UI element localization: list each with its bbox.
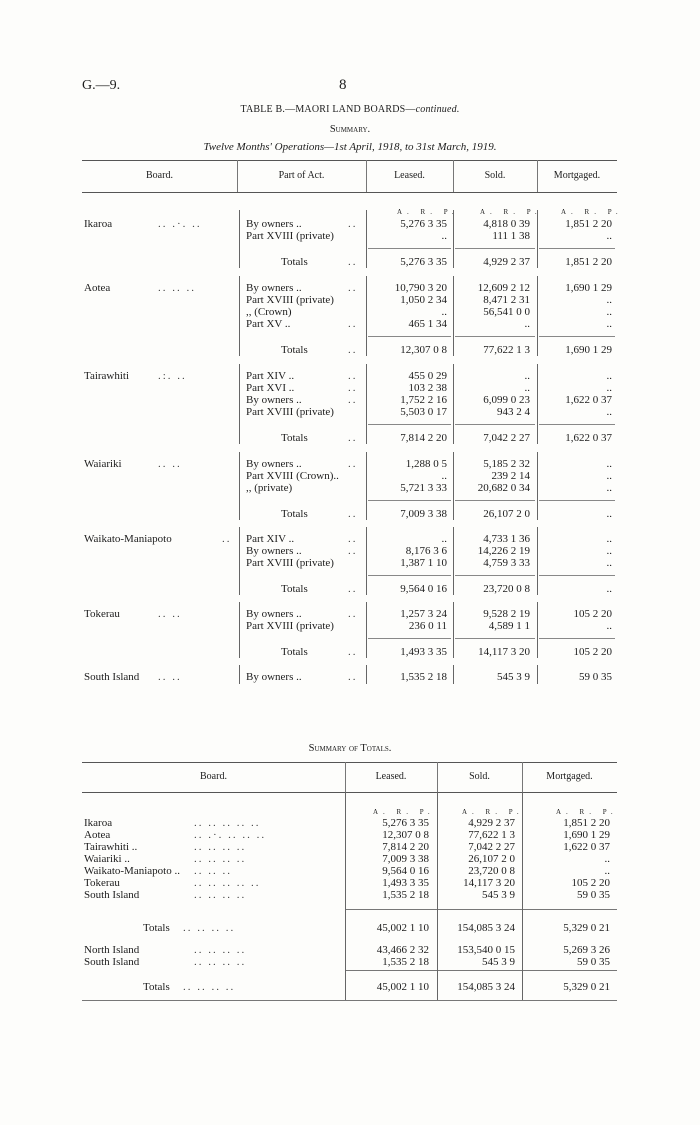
- leader-dots: .. .. .. ..: [183, 922, 236, 934]
- mortgaged-value: 105 2 20: [573, 608, 612, 620]
- unit-header-mortgaged: A. R. P.: [561, 208, 623, 216]
- sold-value: 943 2 4: [497, 406, 530, 418]
- sold-value: ..: [524, 318, 530, 330]
- table-title-continued: continued.: [415, 104, 460, 115]
- subtotal-rule: [368, 575, 451, 576]
- col-mortgaged-header: Mortgaged.: [553, 170, 601, 181]
- part-of-act: ,, (Crown): [246, 306, 292, 318]
- leased-value: 1,535 2 18: [400, 671, 447, 683]
- leased-value: 12,307 0 8: [400, 344, 447, 356]
- mortgaged-value: 5,269 3 26: [563, 944, 610, 956]
- column-bar: [537, 276, 538, 356]
- leased-value: 8,176 3 6: [405, 545, 447, 557]
- board-name: Tokerau: [84, 608, 120, 620]
- mortgaged-value: 59 0 35: [577, 956, 610, 968]
- totals-label: Totals: [281, 256, 308, 268]
- unit-header-sold: A. R. P.: [480, 208, 542, 216]
- sold-value: 4,733 1 36: [483, 533, 530, 545]
- leased-value: 45,002 1 10: [376, 981, 429, 993]
- mortgaged-value: ..: [606, 583, 612, 595]
- part-leader-dots: ..: [348, 432, 358, 444]
- leased-value: 9,564 0 16: [382, 865, 429, 877]
- column-bar: [453, 602, 454, 658]
- column-bar: [537, 527, 538, 595]
- summary-of-totals-title: Summary of Totals.: [308, 743, 392, 754]
- sold-value: 26,107 2 0: [468, 853, 515, 865]
- table2-top-rule: [82, 762, 617, 763]
- part-of-act: By owners ..: [246, 218, 302, 230]
- subtotal-rule: [455, 575, 535, 576]
- leased-value: 1,535 2 18: [382, 956, 429, 968]
- part-of-act: Part XVIII (private): [246, 406, 334, 418]
- col-part-header: Part of Act.: [278, 170, 325, 181]
- sold-value: 154,085 3 24: [457, 922, 515, 934]
- leased-value: ..: [441, 230, 447, 242]
- column-bar: [239, 364, 240, 444]
- island-name: South Island: [84, 956, 140, 968]
- subtotal-rule: [345, 909, 617, 910]
- leased-value: 9,564 0 16: [400, 583, 447, 595]
- board-name: Waikato-Maniapoto ..: [84, 865, 180, 877]
- part-of-act: Part XVIII (private): [246, 620, 334, 632]
- mortgaged-value: ..: [606, 406, 612, 418]
- part-of-act: Part XVIII (private): [246, 230, 334, 242]
- subtotal-rule: [368, 500, 451, 501]
- board-name: Ikaroa: [84, 817, 113, 829]
- mortgaged-value: ..: [606, 458, 612, 470]
- sold-value: 4,759 3 33: [483, 557, 530, 569]
- board-name: South Island: [84, 889, 140, 901]
- column-bar: [366, 364, 367, 444]
- totals-label: Totals: [281, 646, 308, 658]
- mortgaged-value: ..: [606, 557, 612, 569]
- column-bar: [522, 792, 523, 1000]
- sold-value: 9,528 2 19: [483, 608, 530, 620]
- mortgaged-value: 5,329 0 21: [563, 922, 610, 934]
- leased-value: 5,276 3 35: [400, 256, 447, 268]
- leader-dots: .. .. .. .. ..: [194, 877, 261, 889]
- leader-dots: .. .. .. ..: [194, 956, 247, 968]
- subtotal-rule: [368, 336, 451, 337]
- mortgaged-value: ..: [606, 482, 612, 494]
- column-bar: [537, 210, 538, 268]
- subtotal-rule: [539, 336, 615, 337]
- part-leader-dots: ..: [348, 458, 358, 470]
- subtotal-rule: [368, 248, 451, 249]
- page-number: 8: [339, 77, 347, 93]
- board-name: Waiariki ..: [84, 853, 130, 865]
- board-leader-dots: ..: [222, 533, 232, 545]
- summary-title: Summary.: [329, 124, 371, 135]
- subtotal-rule: [368, 424, 451, 425]
- board-name: Waiariki: [84, 458, 122, 470]
- subtotal-rule: [455, 638, 535, 639]
- sold-value: 4,818 0 39: [483, 218, 530, 230]
- leased-value: 12,307 0 8: [382, 829, 429, 841]
- sold-value: 7,042 2 27: [468, 841, 515, 853]
- totals-label: Totals: [281, 344, 308, 356]
- leased-value: 7,814 2 20: [382, 841, 429, 853]
- subtotal-rule: [455, 500, 535, 501]
- leased-value: ..: [441, 306, 447, 318]
- part-of-act: Part XVIII (Crown)..: [246, 470, 339, 482]
- sold-value: 545 3 9: [482, 889, 515, 901]
- column-bar: [366, 276, 367, 356]
- subtotal-rule: [455, 424, 535, 425]
- column-bar: [239, 276, 240, 356]
- mortgaged-value: 1,851 2 20: [565, 256, 612, 268]
- column-bar: [537, 665, 538, 684]
- part-of-act: By owners ..: [246, 671, 302, 683]
- t2-unit-header-mortgaged: A. R. P.: [556, 808, 618, 816]
- leased-value: 5,721 3 33: [400, 482, 447, 494]
- board-leader-dots: .. .. ..: [158, 282, 196, 294]
- board-name: Tairawhiti: [84, 370, 130, 382]
- column-bar: [366, 452, 367, 520]
- mortgaged-value: 1,690 1 29: [563, 829, 610, 841]
- sold-value: 12,609 2 12: [477, 282, 530, 294]
- leased-value: 1,752 2 16: [400, 394, 447, 406]
- sold-value: 8,471 2 31: [483, 294, 530, 306]
- leased-value: 10,790 3 20: [394, 282, 447, 294]
- column-bar: [239, 665, 240, 684]
- sold-value: 14,226 2 19: [477, 545, 530, 557]
- col-leased-header: Leased.: [394, 170, 425, 181]
- table-title: [0, 104, 700, 115]
- leased-value: 1,387 1 10: [400, 557, 447, 569]
- part-leader-dots: ..: [348, 318, 358, 330]
- part-leader-dots: ..: [348, 545, 358, 557]
- leased-value: 5,503 0 17: [400, 406, 447, 418]
- part-of-act: Part XV ..: [246, 318, 291, 330]
- column-bar: [453, 452, 454, 520]
- document-reference: G.—9.: [82, 78, 121, 93]
- sold-value: 111 1 38: [492, 230, 530, 242]
- sold-value: 545 3 9: [497, 671, 530, 683]
- leader-dots: .. .. .. ..: [194, 841, 247, 853]
- part-of-act: ,, (private): [246, 482, 293, 494]
- t2-col-mortgaged-header: Mortgaged.: [546, 771, 593, 782]
- t2-unit-header-leased: A. R. P.: [373, 808, 435, 816]
- column-bar: [537, 364, 538, 444]
- sold-value: 154,085 3 24: [457, 981, 515, 993]
- board-name: Aotea: [84, 282, 111, 294]
- table2-bottom-rule: [82, 1000, 617, 1001]
- mortgaged-value: 105 2 20: [571, 877, 610, 889]
- column-bar: [537, 602, 538, 658]
- part-leader-dots: ..: [348, 508, 358, 520]
- part-of-act: By owners ..: [246, 394, 302, 406]
- column-bar: [453, 210, 454, 268]
- table2-header-rule: [82, 792, 617, 793]
- mortgaged-value: ..: [606, 306, 612, 318]
- column-bar: [366, 210, 367, 268]
- sold-value: 153,540 0 15: [457, 944, 515, 956]
- mortgaged-value: ..: [606, 294, 612, 306]
- mortgaged-value: ..: [606, 318, 612, 330]
- leader-dots: .. .·. .. .. ..: [194, 829, 267, 841]
- part-leader-dots: ..: [348, 218, 358, 230]
- subtotal-rule: [368, 638, 451, 639]
- leased-value: 1,257 3 24: [400, 608, 447, 620]
- sold-value: 5,185 2 32: [483, 458, 530, 470]
- board-name: Tairawhiti ..: [84, 841, 138, 853]
- leased-value: 465 1 34: [408, 318, 447, 330]
- mortgaged-value: ..: [606, 470, 612, 482]
- sold-value: 4,589 1 1: [488, 620, 530, 632]
- mortgaged-value: 59 0 35: [577, 889, 610, 901]
- column-bar: [366, 665, 367, 684]
- leased-value: 103 2 38: [408, 382, 447, 394]
- leader-dots: .. .. .. ..: [183, 981, 236, 993]
- part-leader-dots: ..: [348, 646, 358, 658]
- mortgaged-value: ..: [606, 230, 612, 242]
- sold-value: 56,541 0 0: [483, 306, 530, 318]
- table1-header-rule: [82, 192, 617, 193]
- totals-label: Totals: [281, 432, 308, 444]
- leased-value: ..: [441, 533, 447, 545]
- part-leader-dots: ..: [348, 608, 358, 620]
- subtotal-rule: [539, 638, 615, 639]
- column-bar: [366, 527, 367, 595]
- leased-value: 7,009 3 38: [400, 508, 447, 520]
- board-leader-dots: .:. ..: [158, 370, 187, 382]
- leased-value: 5,276 3 35: [382, 817, 429, 829]
- t2-col-sold-header: Sold.: [469, 771, 490, 782]
- leased-value: 5,276 3 35: [400, 218, 447, 230]
- sold-value: 4,929 2 37: [468, 817, 515, 829]
- subtotal-rule: [455, 336, 535, 337]
- sold-value: 7,042 2 27: [483, 432, 530, 444]
- sold-value: ..: [524, 382, 530, 394]
- part-leader-dots: ..: [348, 344, 358, 356]
- sold-value: 6,099 0 23: [483, 394, 530, 406]
- mortgaged-value: 1,851 2 20: [563, 817, 610, 829]
- sold-value: 14,117 3 20: [463, 877, 515, 889]
- mortgaged-value: ..: [604, 853, 610, 865]
- totals-label: Totals: [281, 508, 308, 520]
- sold-value: 20,682 0 34: [477, 482, 530, 494]
- leader-dots: .. .. .. ..: [194, 889, 247, 901]
- mortgaged-value: ..: [606, 620, 612, 632]
- mortgaged-value: ..: [606, 370, 612, 382]
- part-of-act: Part XVIII (private): [246, 294, 334, 306]
- leased-value: 45,002 1 10: [376, 922, 429, 934]
- island-name: North Island: [84, 944, 140, 956]
- totals-label: Totals: [281, 583, 308, 595]
- board-leader-dots: .. ..: [158, 458, 182, 470]
- subtotal-rule: [539, 575, 615, 576]
- part-leader-dots: ..: [348, 282, 358, 294]
- leased-value: 1,535 2 18: [382, 889, 429, 901]
- board-leader-dots: .. ..: [158, 671, 182, 683]
- part-of-act: Part XIV ..: [246, 533, 295, 545]
- leader-dots: .. .. .. ..: [194, 853, 247, 865]
- col-sold-header: Sold.: [484, 170, 506, 181]
- leader-dots: .. .. ..: [194, 865, 232, 877]
- subtotal-rule: [539, 424, 615, 425]
- leased-value: 1,050 2 34: [400, 294, 447, 306]
- part-leader-dots: ..: [348, 583, 358, 595]
- column-bar: [345, 792, 346, 1000]
- column-bar: [453, 665, 454, 684]
- sold-value: 23,720 0 8: [468, 865, 515, 877]
- part-of-act: Part XVIII (private): [246, 557, 334, 569]
- t2-col-leased-header: Leased.: [375, 771, 407, 782]
- column-bar: [239, 602, 240, 658]
- column-bar: [453, 364, 454, 444]
- board-name: Waikato-Maniapoto: [84, 533, 172, 545]
- board-leader-dots: .. .·. ..: [158, 218, 202, 230]
- sold-value: 77,622 1 3: [468, 829, 515, 841]
- leader-dots: .. .. .. ..: [194, 944, 247, 956]
- mortgaged-value: 1,851 2 20: [565, 218, 612, 230]
- part-leader-dots: ..: [348, 370, 358, 382]
- mortgaged-value: ..: [606, 382, 612, 394]
- leader-dots: .. .. .. .. ..: [194, 817, 261, 829]
- mortgaged-value: 1,622 0 37: [565, 432, 612, 444]
- column-bar: [239, 210, 240, 268]
- leased-value: 1,288 0 5: [405, 458, 447, 470]
- column-bar: [239, 452, 240, 520]
- leased-value: 1,493 3 35: [382, 877, 429, 889]
- mortgaged-value: 105 2 20: [573, 646, 612, 658]
- subtotal-rule: [539, 248, 615, 249]
- part-of-act: By owners ..: [246, 282, 302, 294]
- mortgaged-value: 5,329 0 21: [563, 981, 610, 993]
- mortgaged-value: 1,690 1 29: [565, 282, 612, 294]
- part-leader-dots: ..: [348, 533, 358, 545]
- board-name: Ikaroa: [84, 218, 113, 230]
- board-name: Aotea: [84, 829, 111, 841]
- column-bar: [437, 792, 438, 1000]
- part-leader-dots: ..: [348, 394, 358, 406]
- table-title-main: TABLE B.—MAORI LAND BOARDS—: [240, 104, 416, 115]
- part-leader-dots: ..: [348, 671, 358, 683]
- mortgaged-value: 1,622 0 37: [563, 841, 610, 853]
- leased-value: 7,814 2 20: [400, 432, 447, 444]
- leased-value: 1,493 3 35: [400, 646, 447, 658]
- mortgaged-value: 1,622 0 37: [565, 394, 612, 406]
- part-of-act: Part XVI ..: [246, 382, 295, 394]
- mortgaged-value: ..: [604, 865, 610, 877]
- period-heading: Twelve Months' Operations—1st April, 1918, to 31st March, 1919.: [203, 141, 497, 153]
- sold-value: 23,720 0 8: [483, 583, 530, 595]
- leased-value: 7,009 3 38: [382, 853, 429, 865]
- board-leader-dots: .. ..: [158, 608, 182, 620]
- part-of-act: By owners ..: [246, 458, 302, 470]
- subtotal-rule: [345, 970, 617, 971]
- subtotal-rule: [539, 500, 615, 501]
- column-bar: [366, 602, 367, 658]
- leased-value: 236 0 11: [408, 620, 447, 632]
- part-of-act: By owners ..: [246, 608, 302, 620]
- t2-unit-header-sold: A. R. P.: [462, 808, 524, 816]
- totals-label: Totals: [143, 981, 170, 993]
- mortgaged-value: ..: [606, 533, 612, 545]
- mortgaged-value: ..: [606, 545, 612, 557]
- sold-value: 26,107 2 0: [483, 508, 530, 520]
- leased-value: ..: [441, 470, 447, 482]
- mortgaged-value: ..: [606, 508, 612, 520]
- column-bar: [453, 527, 454, 595]
- part-leader-dots: ..: [348, 256, 358, 268]
- sold-value: ..: [524, 370, 530, 382]
- col-board-header: Board.: [146, 170, 173, 181]
- sold-value: 77,622 1 3: [483, 344, 530, 356]
- part-of-act: By owners ..: [246, 545, 302, 557]
- column-bar: [453, 276, 454, 356]
- sold-value: 239 2 14: [491, 470, 530, 482]
- board-name: Tokerau: [84, 877, 120, 889]
- mortgaged-value: 59 0 35: [579, 671, 612, 683]
- totals-label: Totals: [143, 922, 170, 934]
- board-name: South Island: [84, 671, 140, 683]
- mortgaged-value: 1,690 1 29: [565, 344, 612, 356]
- column-bar: [239, 527, 240, 595]
- subtotal-rule: [455, 248, 535, 249]
- sold-value: 14,117 3 20: [478, 646, 530, 658]
- part-of-act: Part XIV ..: [246, 370, 295, 382]
- unit-header-leased: A. R. P.: [397, 208, 459, 216]
- part-leader-dots: ..: [348, 382, 358, 394]
- leased-value: 43,466 2 32: [376, 944, 429, 956]
- column-bar: [537, 452, 538, 520]
- leased-value: 455 0 29: [408, 370, 447, 382]
- sold-value: 4,929 2 37: [483, 256, 530, 268]
- t2-col-board-header: Board.: [200, 771, 227, 782]
- sold-value: 545 3 9: [482, 956, 515, 968]
